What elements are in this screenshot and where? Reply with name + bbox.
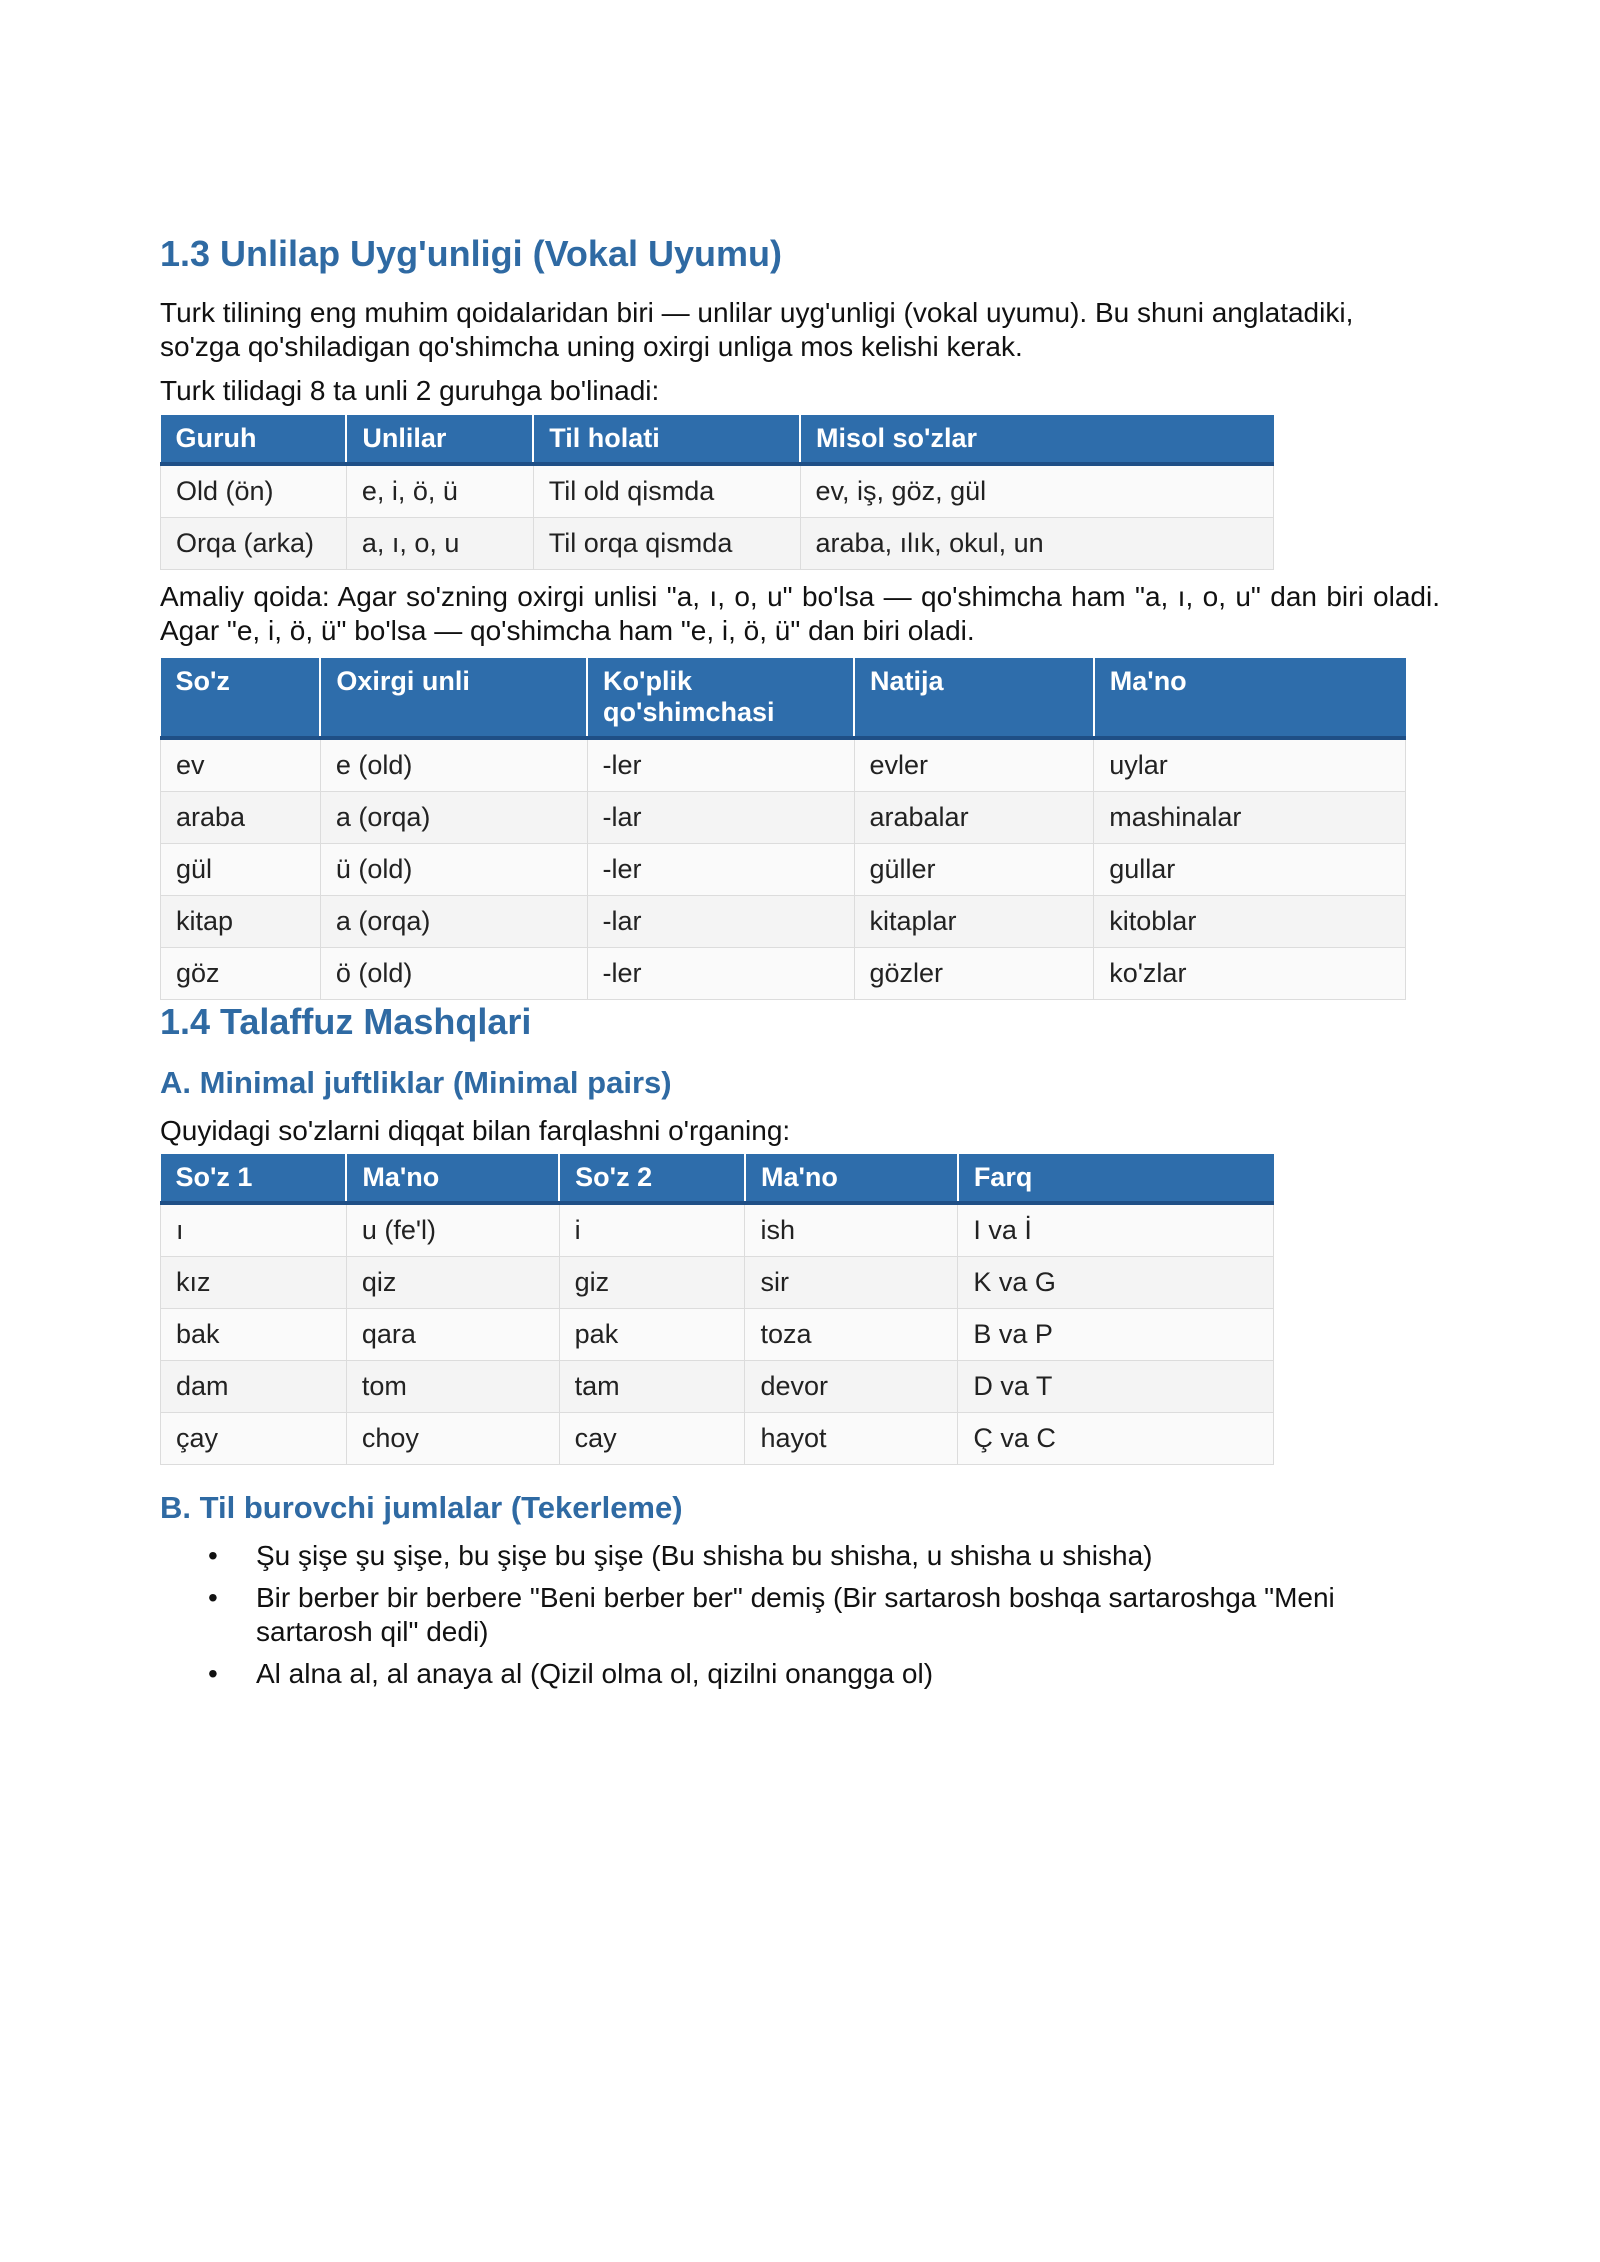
column-header: Misol so'zlar [800,415,1273,464]
table-cell: arabalar [854,792,1094,844]
column-header: Oxirgi unli [320,658,587,738]
table-cell: e, i, ö, ü [346,464,533,518]
section-heading-1-4: 1.4 Talaffuz Mashqlari [160,1001,532,1042]
table-cell: -lar [587,792,854,844]
list-item-text: Al alna al, al anaya al (Qizil olma ol, qizilni onangga ol) [256,1658,934,1689]
column-header: Ma'no [745,1154,958,1203]
bullet-icon: • [208,1540,218,1571]
tongue-twister-list [160,1539,1440,1691]
table-cell: gullar [1094,844,1406,896]
table-cell: qiz [346,1257,559,1309]
minimal-pairs-intro: Quyidagi so'zlarni diqqat bilan farqlashni o'rganing: [160,1115,791,1146]
table-cell: çay [161,1413,347,1465]
bullet-icon: • [208,1582,218,1613]
table-cell: göz [161,948,321,1000]
document-page [160,228,1440,1699]
table-cell: a (orqa) [320,792,587,844]
minimal-pairs-table [160,1154,1274,1465]
table-cell: Til old qismda [533,464,800,518]
table-cell: güller [854,844,1094,896]
table-cell: devor [745,1361,958,1413]
table-cell: Orqa (arka) [161,518,347,570]
column-header: Ko'plik qo'shimchasi [587,658,854,738]
table-row [161,738,1406,792]
column-header: Natija [854,658,1094,738]
table-cell: ish [745,1203,958,1257]
table-cell: K va G [958,1257,1274,1309]
table-cell: bak [161,1309,347,1361]
table-cell: i [559,1203,745,1257]
table-cell: dam [161,1361,347,1413]
subheading-minimal-pairs: A. Minimal juftliklar (Minimal pairs) [160,1065,672,1100]
table-cell: ı [161,1203,347,1257]
column-header: So'z 1 [161,1154,347,1203]
table-cell: sir [745,1257,958,1309]
table-row [161,948,1406,1000]
practical-rule: Amaliy qoida: Agar so'zning oxirgi unlisi "a, ı, o, u" bo'lsa — qo'shimcha ham "a, ı, o, u" dan biri oladi. Agar "e, i, ö, ü" bo'lsa — qo'shimcha ham "e, i, ö, ü" dan biri oladi. [160,581,1440,646]
table-cell: Ç va C [958,1413,1274,1465]
bullet-icon: • [208,1658,218,1689]
table-cell: mashinalar [1094,792,1406,844]
table-cell: toza [745,1309,958,1361]
column-header: Unlilar [346,415,533,464]
table-header-row [161,1154,1274,1203]
table-cell: -ler [587,948,854,1000]
table-cell: qara [346,1309,559,1361]
subheading-tongue-twisters: B. Til burovchi jumlalar (Tekerleme) [160,1490,683,1525]
table-cell: ö (old) [320,948,587,1000]
column-header: Guruh [161,415,347,464]
column-header: So'z 2 [559,1154,745,1203]
list-item [160,1539,1440,1573]
vowel-groups-table [160,415,1274,570]
table-cell: pak [559,1309,745,1361]
list-item [160,1657,1440,1691]
table-cell: B va P [958,1309,1274,1361]
table-cell: kitaplar [854,896,1094,948]
table-cell: a (orqa) [320,896,587,948]
table-row [161,896,1406,948]
table-row [161,464,1274,518]
table-row [161,1257,1274,1309]
column-header: Ma'no [1094,658,1406,738]
table-row [161,1203,1274,1257]
table-cell: Old (ön) [161,464,347,518]
column-header: Ma'no [346,1154,559,1203]
table-row [161,518,1274,570]
table-row [161,1361,1274,1413]
table-cell: u (fe'l) [346,1203,559,1257]
table-cell: kız [161,1257,347,1309]
vowel-harmony-intro: Turk tilining eng muhim qoidalaridan biri — unlilar uyg'unligi (vokal uyumu). Bu shuni anglatadiki, so'zga qo'shiladigan qo'shimcha uning oxirgi unliga mos kelishi kerak. [160,297,1354,362]
table-cell: tom [346,1361,559,1413]
table-cell: e (old) [320,738,587,792]
table-header-row [161,415,1274,464]
table-cell: I va İ [958,1203,1274,1257]
column-header: Farq [958,1154,1274,1203]
table-row [161,1413,1274,1465]
table-cell: -ler [587,844,854,896]
table-cell: gözler [854,948,1094,1000]
table-cell: evler [854,738,1094,792]
table-cell: -lar [587,896,854,948]
vowel-groups-intro: Turk tilidagi 8 ta unli 2 guruhga bo'linadi: [160,375,660,406]
list-item [160,1581,1440,1649]
plural-suffix-table [160,658,1406,1000]
table-cell: uylar [1094,738,1406,792]
table-cell: D va T [958,1361,1274,1413]
table-cell: gül [161,844,321,896]
table-row [161,792,1406,844]
table-cell: giz [559,1257,745,1309]
list-item-text: Şu şişe şu şişe, bu şişe bu şişe (Bu shisha bu shisha, u shisha u shisha) [256,1540,1153,1571]
section-heading-1-3: 1.3 Unlilap Uyg'unligi (Vokal Uyumu) [160,233,782,274]
table-header-row [161,658,1406,738]
table-cell: ko'zlar [1094,948,1406,1000]
column-header: Til holati [533,415,800,464]
table-cell: kitoblar [1094,896,1406,948]
table-cell: hayot [745,1413,958,1465]
table-cell: a, ı, o, u [346,518,533,570]
table-row [161,1309,1274,1361]
table-cell: tam [559,1361,745,1413]
table-cell: choy [346,1413,559,1465]
column-header: So'z [161,658,321,738]
table-row [161,844,1406,896]
table-cell: ev [161,738,321,792]
table-cell: cay [559,1413,745,1465]
table-cell: kitap [161,896,321,948]
table-cell: ev, iş, göz, gül [800,464,1273,518]
table-cell: -ler [587,738,854,792]
list-item-text: Bir berber bir berbere "Beni berber ber" demiş (Bir sartarosh boshqa sartaroshga "Meni sartarosh qil" dedi) [256,1582,1335,1647]
table-cell: ü (old) [320,844,587,896]
table-cell: araba [161,792,321,844]
table-cell: Til orqa qismda [533,518,800,570]
table-cell: araba, ılık, okul, un [800,518,1273,570]
